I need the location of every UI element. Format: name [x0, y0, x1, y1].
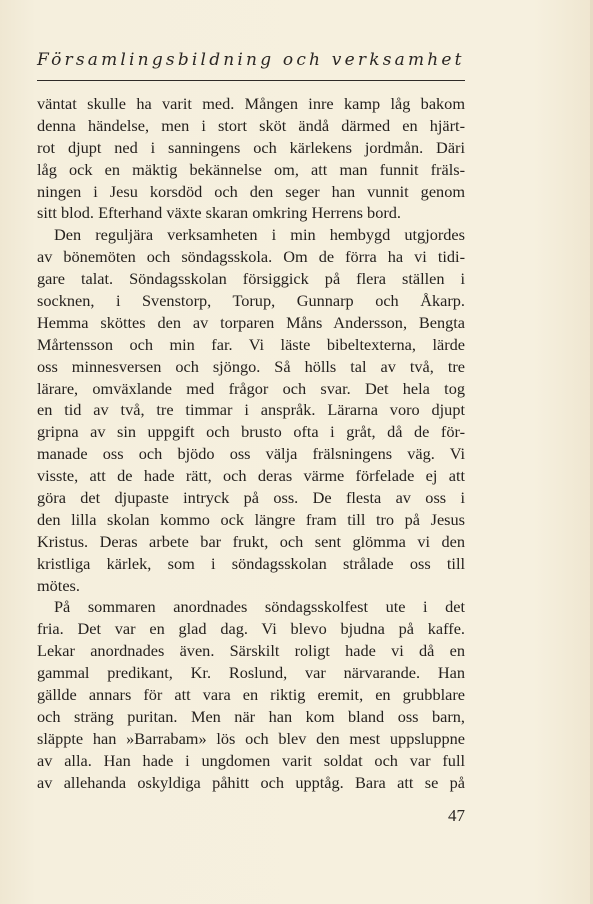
text-line: den lilla skolan kommo ock längre fram till tro på Jesus [37, 509, 465, 529]
text-line: visste, att de hade rätt, och deras värme förfelade ej att [37, 466, 465, 486]
text-line: en tid av två, tre timmar i anspråk. Lärarna voro djupt [37, 400, 465, 420]
text-line: rot djupt ned i sanningens och kärlekens jordmån. Däri [37, 137, 465, 157]
text-line: oss minnesversen och sjöngo. Så hölls tal av två, tre [37, 356, 465, 376]
text-line: kristliga kärlek, som i söndagsskolan strålade oss till [37, 553, 465, 573]
text-line: låg ock en mäktig bekännelse om, att man funnit fräls- [37, 159, 465, 179]
text-line: Mårtensson och min far. Vi läste bibeltexterna, lärde [37, 334, 465, 354]
text-line: På sommaren anordnades söndagsskolfest ute i det [54, 597, 465, 617]
text-line: lärare, omväxlande med frågor och svar. Det hela tog [37, 378, 465, 398]
text-line: av allehanda oskyldiga påhitt och upptåg. Bara att se på [37, 772, 465, 792]
text-line: ningen i Jesu korsdöd och den seger han vunnit genom [37, 181, 465, 201]
body-text [37, 93, 465, 794]
text-line: släppte han »Barrabam» lös och blev den mest uppsluppne [37, 728, 465, 748]
page-number: 47 [448, 806, 465, 825]
running-head-title: Församlingsbildning och verksamhet [37, 50, 465, 70]
text-line: gammal predikant, Kr. Roslund, var närvarande. Han [37, 663, 465, 683]
text-line: Hemma sköttes den av torparen Måns Andersson, Bengta [37, 312, 465, 332]
text-line: mötes. [37, 575, 80, 595]
header-rule [37, 80, 465, 81]
text-line: gare talat. Söndagsskolan försiggick på flera ställen i [37, 269, 465, 289]
text-line: denna händelse, men i stort sköt ändå därmed en hjärt- [37, 115, 465, 135]
text-line: socknen, i Svenstorp, Torup, Gunnarp och Åkarp. [37, 291, 465, 311]
text-line: Den reguljära verksamheten i min hembygd utgjordes [54, 225, 465, 245]
text-line: Kristus. Deras arbete bar frukt, och sent glömma vi den [37, 531, 465, 551]
text-line: av alla. Han hade i ungdomen varit soldat och var full [37, 750, 465, 770]
text-line: gripna av sin uppgift och brusto ofta i gråt, då de för- [37, 422, 465, 442]
text-line: väntat skulle ha varit med. Mången inre kamp låg bakom [37, 94, 465, 113]
text-line: göra det djupaste intryck på oss. De flesta av oss i [37, 488, 465, 508]
text-line: av bönemöten och söndagsskola. Om de förra ha vi tidi- [37, 247, 465, 267]
text-line: gällde annars för att vara en riktig eremit, en grubblare [37, 685, 465, 705]
text-line: fria. Det var en glad dag. Vi blevo bjudna på kaffe. [37, 619, 465, 639]
text-line: sitt blod. Efterhand växte skaran omkring Herrens bord. [37, 203, 401, 223]
text-line: Lekar anordnades även. Särskilt roligt hade vi då en [37, 641, 465, 661]
text-line: och sträng puritan. Men när han kom bland oss barn, [37, 706, 465, 726]
text-line: manade oss och bjödo oss välja frälsningens väg. Vi [37, 444, 465, 464]
